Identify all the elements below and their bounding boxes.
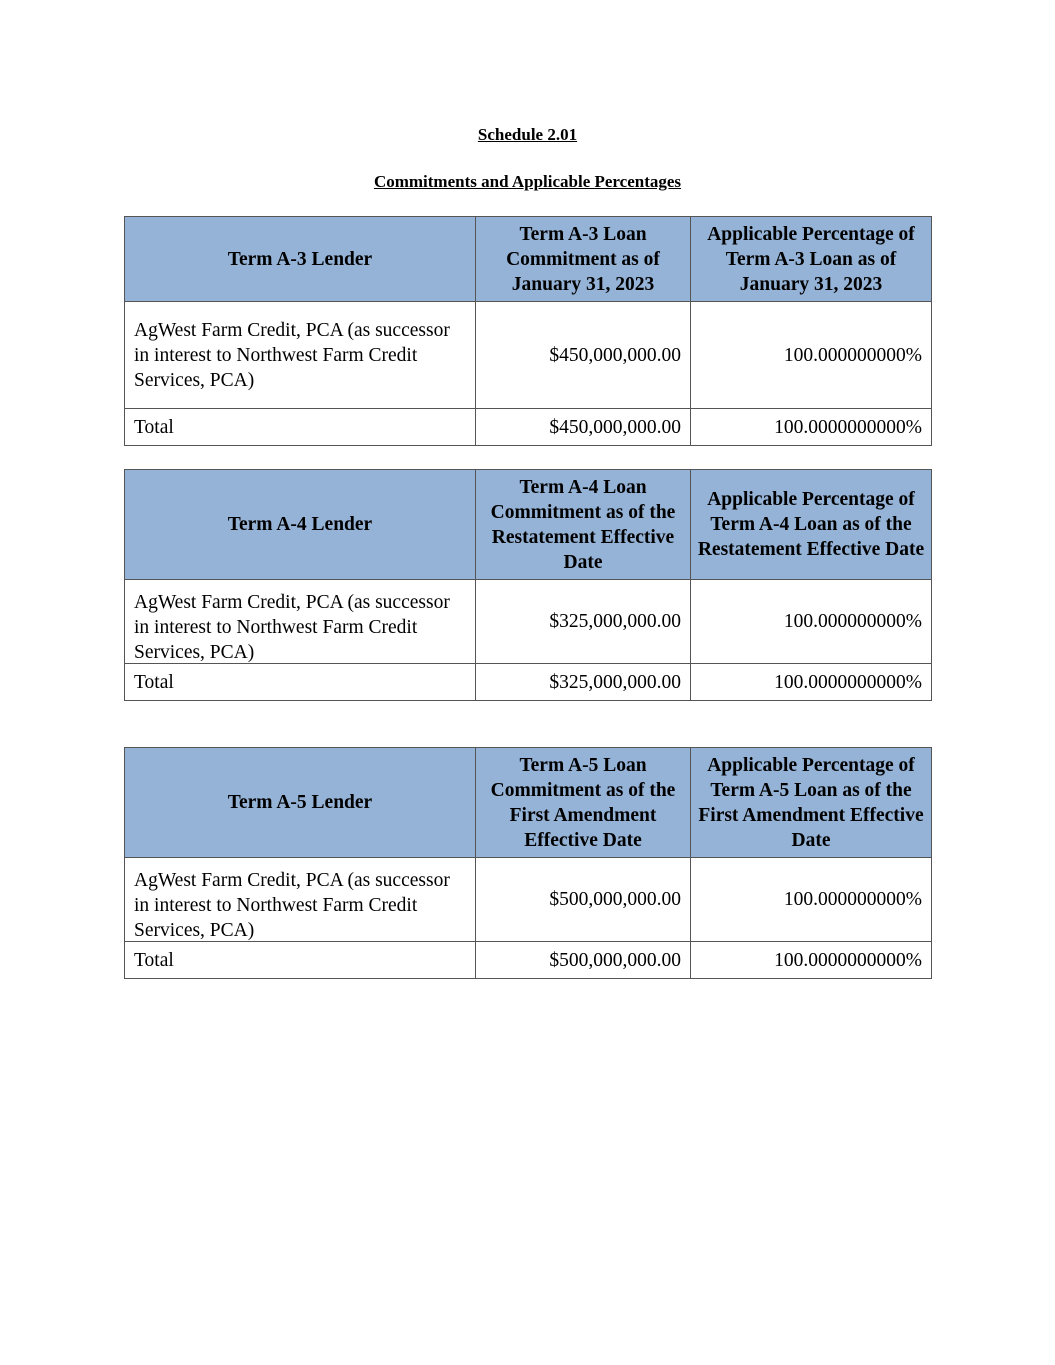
schedule-title: Schedule 2.01 (477, 125, 578, 144)
total-row (125, 942, 932, 979)
total-commitment: $450,000,000.00 (476, 409, 691, 446)
total-commitment: $325,000,000.00 (476, 664, 691, 701)
applicable-percentage: 100.000000000% (691, 858, 932, 942)
total-percentage: 100.0000000000% (691, 942, 932, 979)
percentage-column-header: Applicable Percentage of Term A-4 Loan as of the Restatement Effective Date (691, 470, 932, 580)
total-row (125, 664, 932, 701)
schedule-subtitle: Commitments and Applicable Percentages (373, 172, 682, 191)
total-label: Total (125, 942, 476, 979)
table-header-row (125, 748, 932, 858)
commitment-amount: $450,000,000.00 (476, 302, 691, 409)
lender-cell (125, 580, 476, 664)
table-row (125, 858, 932, 942)
total-label: Total (125, 409, 476, 446)
table-row (125, 580, 932, 664)
total-label: Total (125, 664, 476, 701)
table-header-row (125, 470, 932, 580)
lender-column-header: Term A-5 Lender (125, 748, 476, 858)
applicable-percentage: 100.000000000% (691, 580, 932, 664)
commitment-amount: $500,000,000.00 (476, 858, 691, 942)
lender-name: AgWest Farm Credit, PCA (as successor in interest to Northwest Farm Credit Services, PCA) (125, 302, 476, 409)
applicable-percentage: 100.000000000% (691, 302, 932, 409)
total-commitment: $500,000,000.00 (476, 942, 691, 979)
percentage-column-header: Applicable Percentage of Term A-3 Loan as of January 31, 2023 (691, 217, 932, 302)
term-a3-table (124, 216, 932, 446)
table-row (125, 302, 932, 409)
term-a5-table (124, 747, 932, 979)
lender-name: AgWest Farm Credit, PCA (as successor in interest to Northwest Farm Credit Services, PCA) (134, 870, 450, 941)
commitment-amount: $325,000,000.00 (476, 580, 691, 664)
commitment-column-header: Term A-5 Loan Commitment as of the First Amendment Effective Date (476, 748, 691, 858)
total-percentage: 100.0000000000% (691, 664, 932, 701)
lender-column-header: Term A-3 Lender (125, 217, 476, 302)
table-header-row (125, 217, 932, 302)
commitment-column-header: Term A-4 Loan Commitment as of the Restatement Effective Date (476, 470, 691, 580)
commitment-column-header: Term A-3 Loan Commitment as of January 31, 2023 (476, 217, 691, 302)
lender-cell (125, 858, 476, 942)
total-percentage: 100.0000000000% (691, 409, 932, 446)
lender-column-header: Term A-4 Lender (125, 470, 476, 580)
total-row (125, 409, 932, 446)
percentage-column-header: Applicable Percentage of Term A-5 Loan as of the First Amendment Effective Date (691, 748, 932, 858)
lender-name: AgWest Farm Credit, PCA (as successor in interest to Northwest Farm Credit Services, PCA) (134, 592, 450, 663)
term-a4-table (124, 469, 932, 701)
